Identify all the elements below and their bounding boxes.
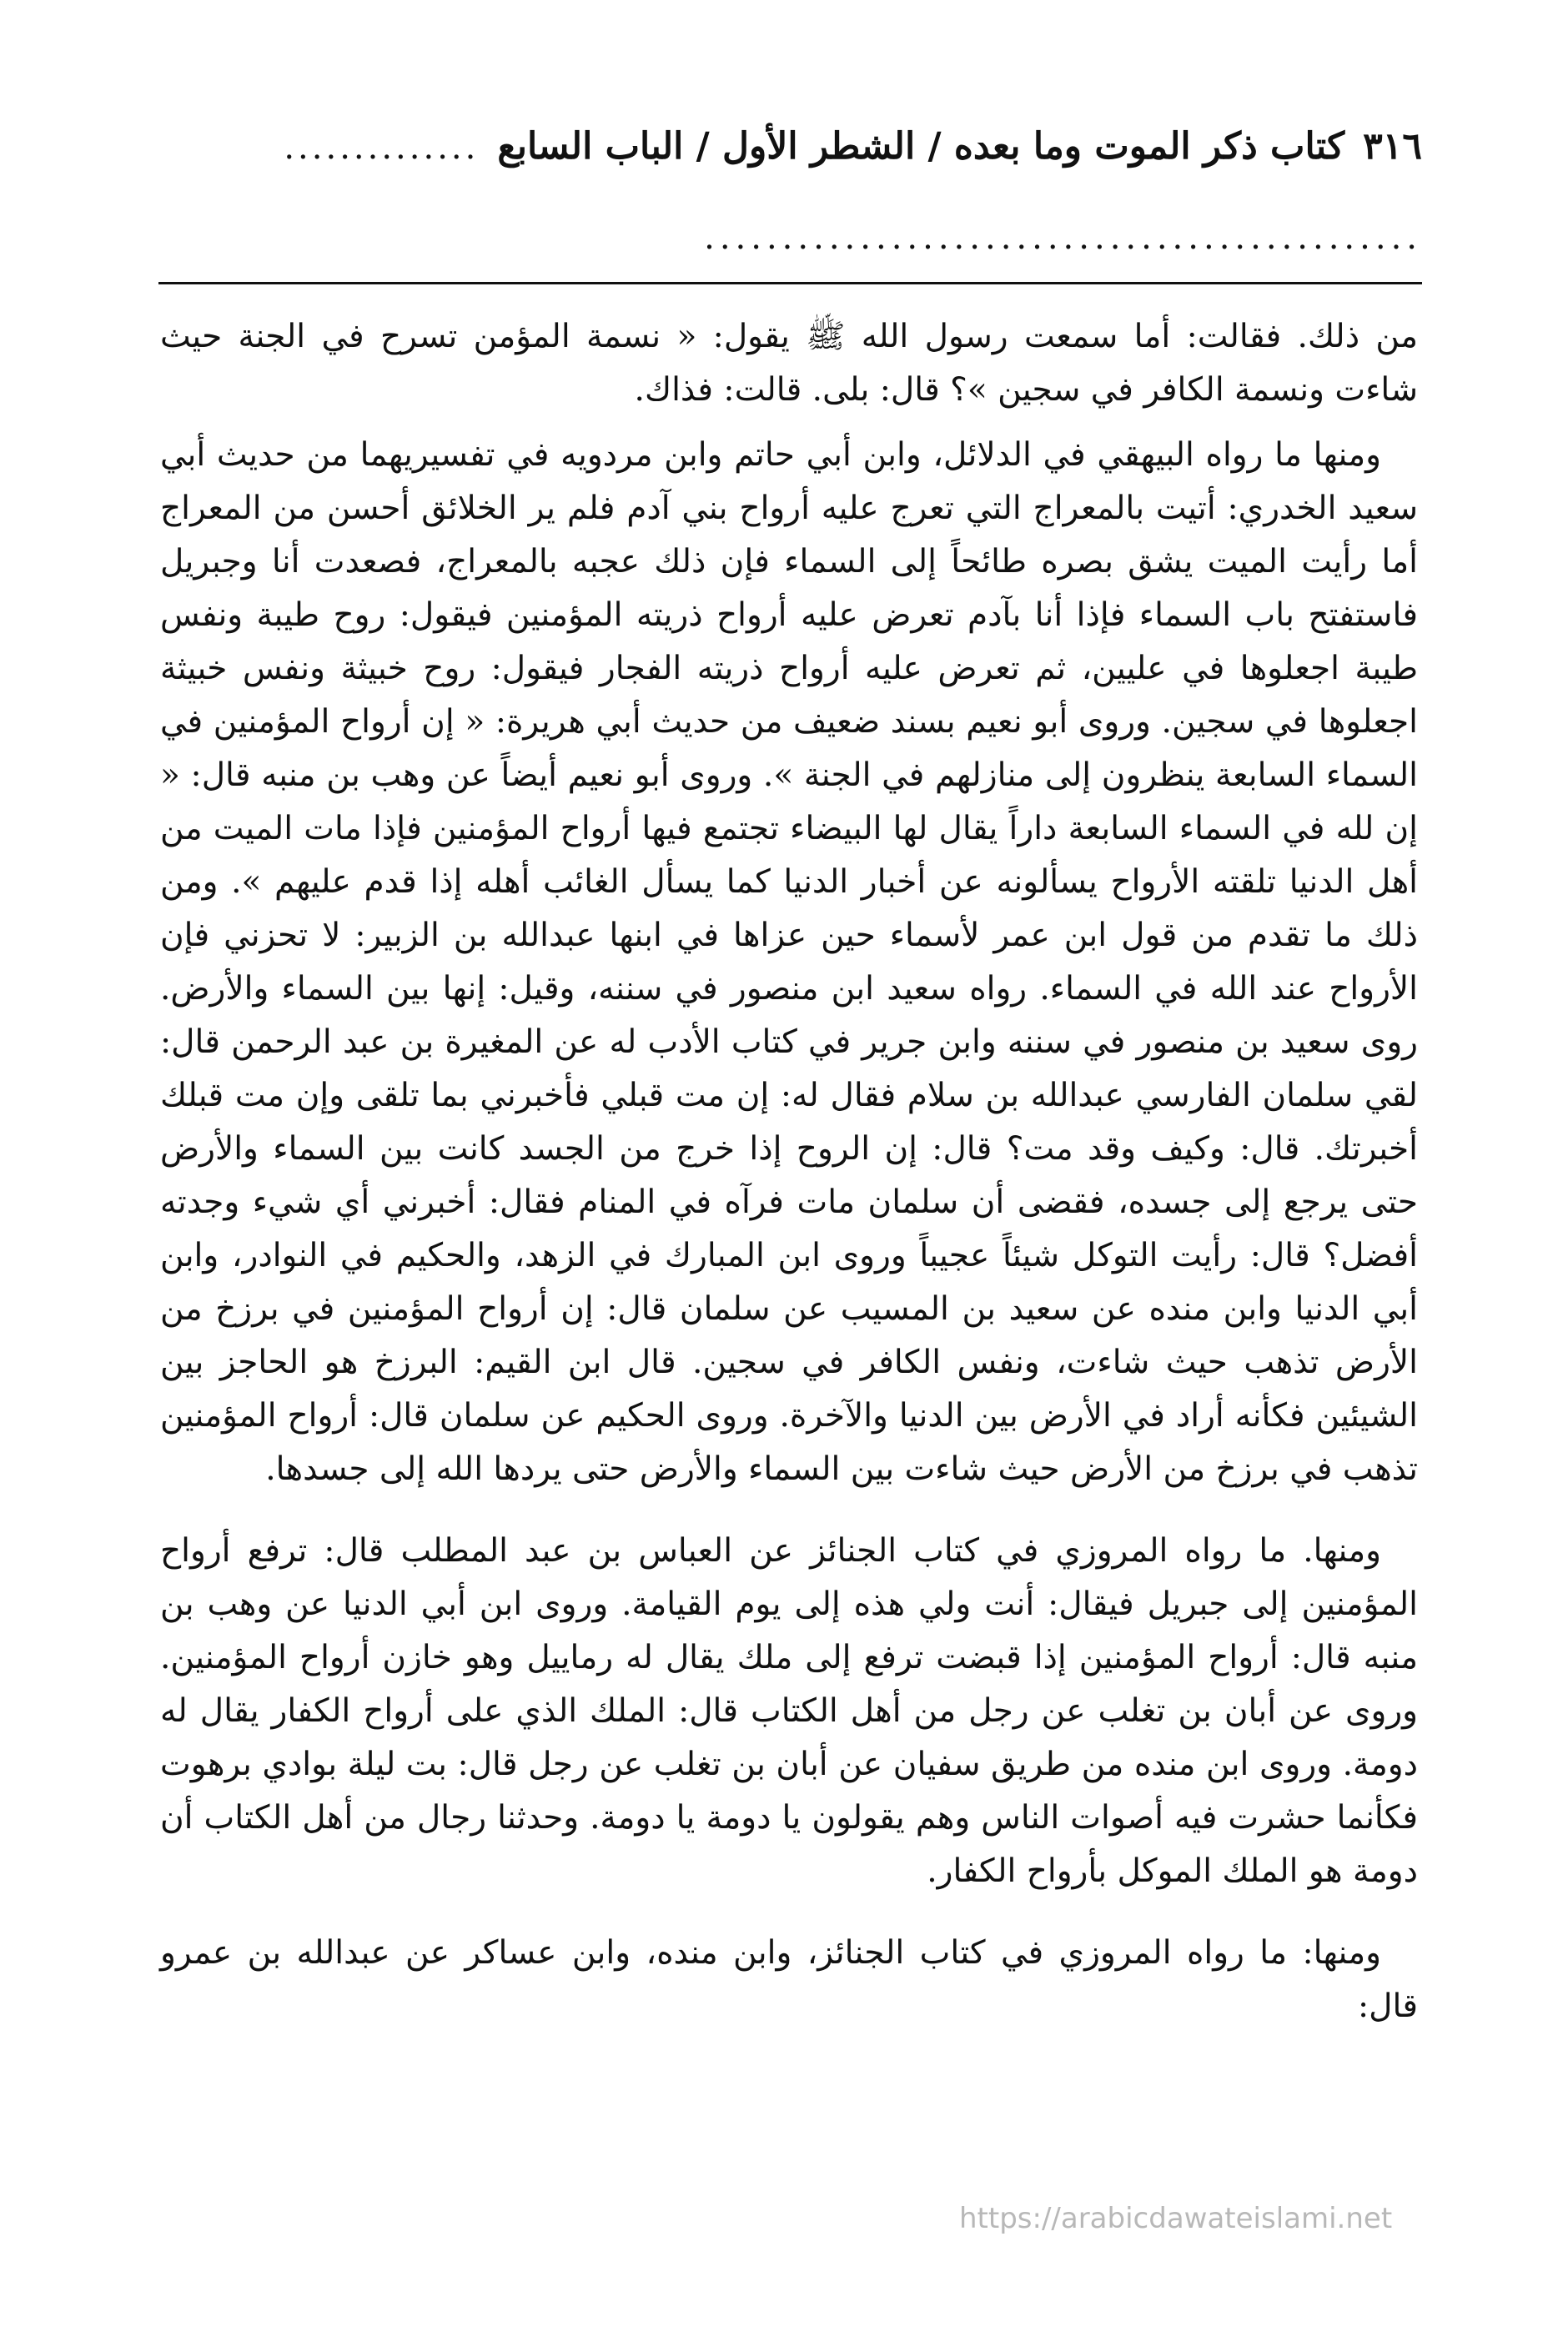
header-rule xyxy=(158,282,1422,284)
paragraph-3: ومنها. ما رواه المروزي في كتاب الجنائز عن العباس بن عبد المطلب قال: ترفع أرواح المؤمنين إلى جبريل فيقال: أنت ولي هذه إلى يوم القيامة. وروى ابن أبي الدنيا عن وهب بن منبه قال: أرواح المؤمنين إذا قبضت ترفع إلى ملك يقال له رماييل وهو خازن أرواح المؤمنين. وروى عن أبان بن تغلب عن رجل من أهل الكتاب قال: الملك الذي على أرواح الكفار يقال له دومة. وروى ابن منده من طريق سفيان عن أبان بن تغلب عن رجل قال: بت ليلة بوادي برهوت فكأنما حشرت فيه أصوات الناس وهم يقولون يا دومة يا دومة. وحدثنا رجال من أهل الكتاب أن دومة هو الملك الموكل بأرواح الكفار. xyxy=(160,1532,1418,1890)
page-body xyxy=(160,310,1418,2045)
paragraph-4: ومنها: ما رواه المروزي في كتاب الجنائز، وابن منده، وابن عساكر عن عبدالله بن عمرو قال: xyxy=(160,1934,1418,2025)
page-number: ٣١٦ xyxy=(1363,125,1422,168)
watermark-url: https://arabicdawateislami.net xyxy=(959,2202,1393,2235)
paragraph-1: من ذلك. فقالت: أما سمعت رسول الله ﷺ يقول: « نسمة المؤمن تسرح في الجنة حيث شاءت ونسمة الكافر في سجين »؟ قال: بلى. قالت: فذاك. xyxy=(160,318,1418,409)
page-header xyxy=(158,125,1422,183)
header-dots: .............. xyxy=(284,128,480,167)
paragraph-2: ومنها ما رواه البيهقي في الدلائل، وابن أبي حاتم وابن مردويه في تفسيريهما من حديث أبي سعيد الخدري: أتيت بالمعراج التي تعرج عليه أرواح بني آدم فلم ير الخلائق أحسن من المعراج أما رأيت الميت يشق بصره طائحاً إلى السماء فإن ذلك عجبه بالمعراج، فصعدت أنا وجبريل فاستفتح باب السماء فإذا أنا بآدم تعرض عليه أرواح ذريته المؤمنين فيقول: روح طيبة ونفس طيبة اجعلوها في عليين، ثم تعرض عليه أرواح ذريته الفجار فيقول: روح خبيثة ونفس خبيثة اجعلوها في سجين. وروى أبو نعيم بسند ضعيف من حديث أبي هريرة: « إن أرواح المؤمنين في السماء السابعة ينظرون إلى منازلهم في الجنة ». وروى أبو نعيم أيضاً عن وهب بن منبه قال: « إن لله في السماء السابعة داراً يقال لها البيضاء تجتمع فيها أرواح المؤمنين فإذا مات الميت من أهل الدنيا تلقته الأرواح يسألونه عن أخبار الدنيا كما يسأل الغائب أهله إذا قدم عليهم ». ومن ذلك ما تقدم من قول ابن عمر لأسماء حين عزاها في ابنها عبدالله بن الزبير: لا تحزني فإن الأرواح عند الله في السماء. رواه سعيد ابن منصور في سننه، وقيل: إنها بين السماء والأرض. روى سعيد بن منصور في سننه وابن جرير في كتاب الأدب له عن المغيرة بن عبد الرحمن قال: لقي سلمان الفارسي عبدالله بن سلام فقال له: إن مت قبلي فأخبرني بما تلقى وإن مت قبلك أخبرتك. قال: وكيف وقد مت؟ قال: إن الروح إذا خرج من الجسد كانت بين السماء والأرض حتى يرجع إلى جسده، فقضى أن سلمان مات فرآه في المنام فقال: أخبرني أي شيء وجدته أفضل؟ قال: رأيت التوكل شيئاً عجيباً وروى ابن المبارك في الزهد، والحكيم في النوادر، وابن أبي الدنيا وابن منده عن سعيد بن المسيب عن سلمان قال: إن أرواح المؤمنين في برزخ من الأرض تذهب حيث شاءت، ونفس الكافر في سجين. قال ابن القيم: البرزخ هو الحاجز بين الشيئين فكأنه أراد في الأرض بين الدنيا والآخرة. وروى الحكيم عن سلمان قال: أرواح المؤمنين تذهب في برزخ من الأرض حيث شاءت بين السماء والأرض حتى يردها الله إلى جسدها. xyxy=(160,436,1418,1488)
running-title: كتاب ذكر الموت وما بعده / الشطر الأول / الباب السابع xyxy=(497,125,1345,168)
footnote-continuation-dots: .............................................. xyxy=(704,219,1422,257)
